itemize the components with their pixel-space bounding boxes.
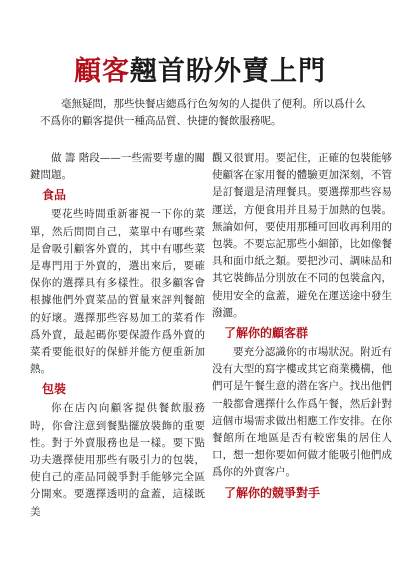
left-column [30,150,205,521]
packaging-paragraph-continued: 觀又很實用。要記住，正確的包裝能够使顧客在家用餐的體驗更加深刻，不管是訂餐還是清理餐具。要選擇那些容易運送，方便食用并且易于加熱的包裝。無論如何，要使用那種可回收再利用的包裝。不要忘記那些小細節，比如像餐具和面巾紙之類。要把沙司、調味品和其它裝飾品分別放在不同的包裝盒內，使用安全的盒蓋，避免在運送途中發生潑灑。 [212,152,392,319]
article-title [0,56,400,88]
competition-heading: 了解你的競爭對手 [224,485,321,500]
food-heading: 食品 [42,188,67,203]
customers-heading: 了解你的顧客群 [224,326,309,341]
title-rest: 翹首盼外賣上門 [130,56,326,87]
right-column [212,150,392,504]
customers-paragraph: 要充分認識你的市場狀況。附近有没有大型的寫字樓或其它商業機構，他們可是午餐生意的潜在客户。找出他們一般都會選擇什么作爲午餐，然后針對這個市場需求做出相應工作安排。在你餐館所在地區是否有較密集的居住人口，想一想你要如何做才能吸引他們成爲你的外賣客户。 [212,346,392,479]
packaging-heading: 包裝 [42,382,67,397]
food-paragraph: 要花些時間重新審視一下你的菜單，然后問問自己，菜單中有哪些菜是會吸引顧客外賣的，其中有哪些菜是專門用于外賣的，選出來后，要確保你的選擇具有多樣性。很多顧客會根據他們外賣菜品的質量來評判餐館的好壞。選擇那些容易加工的菜肴作爲外賣，最起碼你要保證作爲外賣的菜肴要能很好的保鮮并能方便重新加熱。 [30,208,205,376]
article-intro: 毫無疑問，那些快餐店總爲行色匆匆的人提供了便利。所以爲什么不爲你的顧客提供一種高品質、快捷的餐飲服務呢。 [40,98,366,127]
packaging-paragraph: 你在店內向顧客提供餐飲服務時，你會注意到餐點擺放裝飾的重要性。對于外賣服務也是一樣。要下點功夫選擇使用那些有吸引力的包裝，使自己的產品同競爭對手能够完全區分開來。要選擇透明的盒蓋，這樣既美 [30,402,205,518]
title-highlight: 顧客 [74,56,130,87]
preparation-paragraph: 做 籌 階段——一些需要考慮的關鍵問題。 [30,152,205,182]
